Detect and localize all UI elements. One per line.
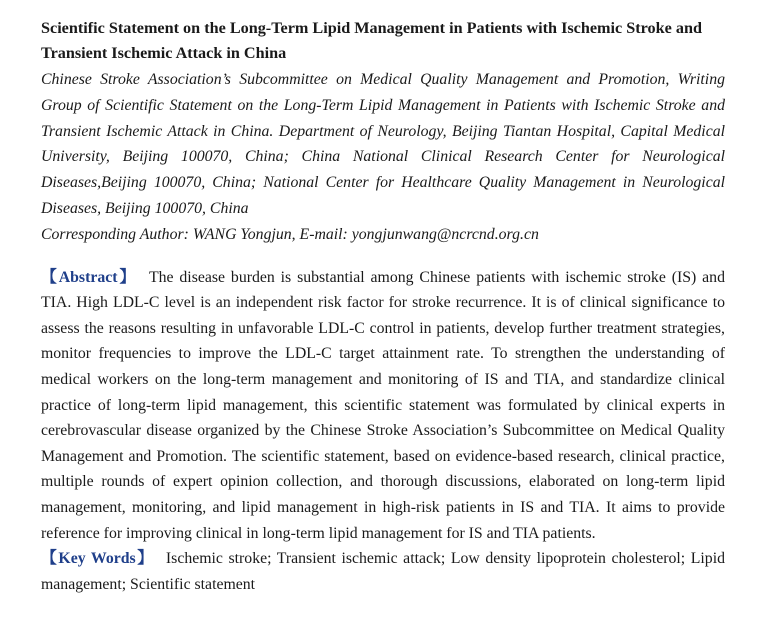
abstract-label: 【Abstract】 — [41, 268, 138, 286]
abstract-section — [41, 265, 725, 547]
keywords-text: Ischemic stroke; Transient ischemic attack; Low density lipoprotein cholesterol; Lipid management; Scientific statement — [41, 550, 725, 593]
author-affiliation: Chinese Stroke Association’s Subcommittee on Medical Quality Management and Promotion, Writing Group of Scientific Statement on the Long-Term Lipid Management in Patients with Ischemic Stroke and Transient Ischemic Attack in China. Department of Neurology, Beijing Tiantan Hospital, Capital Medical University, Beijing 100070, China; China National Clinical Research Center for Neurological Diseases,Beijing 100070, China; National Center for Healthcare Quality Management in Neurological Diseases, Beijing 100070, China — [41, 71, 725, 217]
keywords-section — [41, 546, 725, 597]
corresponding-author: Corresponding Author: WANG Yongjun, E-mail: yongjunwang@ncrcnd.org.cn — [41, 225, 539, 243]
paper-title: Scientific Statement on the Long-Term Lipid Management in Patients with Ischemic Stroke and Transient Ischemic Attack in China — [41, 19, 702, 62]
abstract-text: The disease burden is substantial among Chinese patients with ischemic stroke (IS) and TIA. High LDL-C level is an independent risk factor for stroke recurrence. It is of clinical significance to assess the reasons resulting in unfavorable LDL-C control in patients, develop further treatment strategies, monitor frequencies to improve the LDL-C target attainment rate. To strengthen the understanding of medical workers on the long-term management and monitoring of IS and TIA, and standardize clinical practice of long-term lipid management, this scientific statement was formulated by clinical experts in cerebrovascular disease organized by the Chinese Stroke Association’s Subcommittee on Medical Quality Management and Promotion. The scientific statement, based on evidence-based research, clinical practice, multiple rounds of expert opinion collection, and thorough discussions, elaborated on long-term lipid management, monitoring, and lipid management in high-risk patients in IS and TIA. It aims to provide reference for improving clinical in long-term lipid management for IS and TIA patients. — [41, 268, 725, 542]
paper-header — [41, 16, 725, 597]
keywords-label: 【Key Words】 — [41, 550, 155, 568]
